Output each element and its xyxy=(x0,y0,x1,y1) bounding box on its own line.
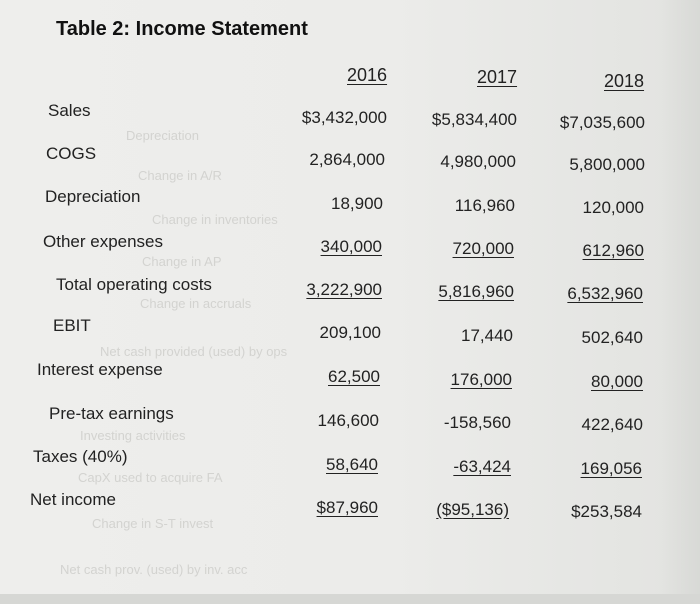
cell-interest-expense-2018: 80,000 xyxy=(591,372,643,391)
cell-sales-2018: $7,035,600 xyxy=(559,113,645,132)
row-label-pre-tax-earnings: Pre-tax earnings xyxy=(49,404,174,423)
page-bottom-edge xyxy=(0,594,700,604)
cell-total-operating-costs-2017: 5,816,960 xyxy=(438,282,514,301)
cell-cogs-2016: 2,864,000 xyxy=(309,150,385,169)
year-header-2016: 2016 xyxy=(347,65,388,85)
table-title: Table 2: Income Statement xyxy=(56,18,308,40)
cell-total-operating-costs-2016: 3,222,900 xyxy=(306,280,382,299)
year-header-2017: 2017 xyxy=(477,67,518,87)
cell-depreciation-2018: 120,000 xyxy=(582,198,644,217)
cell-ebit-2017: 17,440 xyxy=(461,326,513,345)
cell-pre-tax-earnings-2017: -158,560 xyxy=(443,413,511,432)
cell-pre-tax-earnings-2016: 146,600 xyxy=(317,411,379,430)
show-through-text: Depreciation xyxy=(126,128,199,143)
cell-other-expenses-2016: 340,000 xyxy=(320,237,382,256)
show-through-text: CapX used to acquire FA xyxy=(78,470,223,485)
page-edge-shadow xyxy=(660,0,700,604)
show-through-text: Investing activities xyxy=(80,428,186,443)
cell-depreciation-2016: 18,900 xyxy=(331,194,383,213)
year-header-2018: 2018 xyxy=(604,71,645,91)
row-label-sales: Sales xyxy=(48,101,91,120)
show-through-text: Net cash provided (used) by ops xyxy=(100,344,288,359)
cell-other-expenses-2017: 720,000 xyxy=(452,239,514,258)
row-label-other-expenses: Other expenses xyxy=(43,232,164,251)
cell-depreciation-2017: 116,960 xyxy=(454,196,515,215)
show-through-text: Change in A/R xyxy=(138,168,222,183)
row-label-depreciation: Depreciation xyxy=(45,187,141,206)
show-through-text: Net cash prov. (used) by inv. acc xyxy=(60,562,248,577)
row-label-net-income: Net income xyxy=(30,490,116,509)
cell-other-expenses-2018: 612,960 xyxy=(582,241,644,260)
row-label-cogs: COGS xyxy=(46,144,97,163)
cell-cogs-2018: 5,800,000 xyxy=(569,155,645,174)
row-label-taxes: Taxes (40%) xyxy=(33,447,128,466)
cell-interest-expense-2016: 62,500 xyxy=(328,367,380,386)
cell-interest-expense-2017: 176,000 xyxy=(450,370,512,389)
row-label-interest-expense: Interest expense xyxy=(37,360,163,379)
cell-net-income-2017: ($95,136) xyxy=(436,500,509,519)
show-through-text: Change in S-T invest xyxy=(92,516,214,531)
cell-cogs-2017: 4,980,000 xyxy=(440,152,516,171)
show-through-text: Change in accruals xyxy=(140,296,252,311)
row-label-ebit: EBIT xyxy=(53,316,91,335)
row-label-total-operating-costs: Total operating costs xyxy=(56,275,212,294)
cell-taxes-2016: 58,640 xyxy=(326,455,378,474)
cell-pre-tax-earnings-2018: 422,640 xyxy=(581,415,643,434)
cell-ebit-2016: 209,100 xyxy=(319,323,381,342)
cell-net-income-2018: $253,584 xyxy=(571,502,642,521)
cell-sales-2017: $5,834,400 xyxy=(431,110,517,129)
cell-net-income-2016: $87,960 xyxy=(316,498,378,517)
cell-taxes-2018: 169,056 xyxy=(580,459,642,478)
show-through-text: Change in AP xyxy=(142,254,222,269)
cell-ebit-2018: 502,640 xyxy=(581,328,643,347)
cell-taxes-2017: -63,424 xyxy=(453,457,511,476)
show-through-text: Change in inventories xyxy=(152,212,278,227)
cell-total-operating-costs-2018: 6,532,960 xyxy=(567,284,643,303)
cell-sales-2016: $3,432,000 xyxy=(301,108,387,127)
